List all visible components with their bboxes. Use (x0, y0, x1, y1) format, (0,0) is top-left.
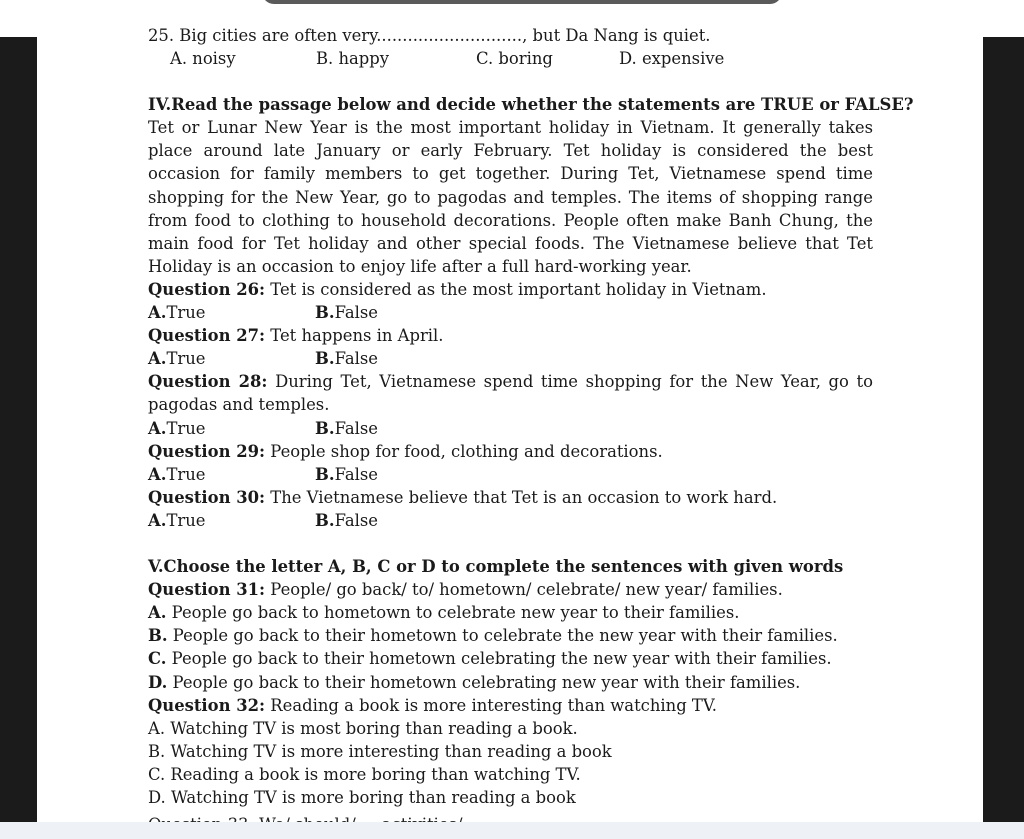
option-b-letter: B. (315, 464, 335, 484)
option-d: D. Watching TV is more boring than reading a book (148, 788, 576, 807)
question-25 (148, 28, 873, 47)
option-a-text: True (166, 418, 206, 438)
option-b-text: False (334, 349, 378, 369)
option-a-text: True (166, 349, 206, 369)
top-toolbar-handle (262, 0, 782, 4)
option-a-letter: A. (148, 349, 167, 369)
question-25-options (148, 47, 873, 70)
option-b-letter: B. (315, 303, 335, 323)
option-a: A. noisy (170, 49, 236, 68)
option-a-text: People go back to hometown to celebrate new year to their families. (166, 603, 740, 623)
option-c-text: People go back to their hometown celebrating the new year with their families. (166, 649, 832, 669)
option-d-letter: D. (148, 672, 168, 692)
left-dark-margin (0, 37, 37, 822)
option-c: C. boring (476, 49, 553, 68)
option-b-text: False (334, 510, 378, 530)
question-text: People/ go back/ to/ hometown/ celebrate/ new year/ families. (265, 580, 783, 600)
option-b-letter: B. (315, 510, 335, 530)
option-a-letter: A. (148, 418, 167, 438)
option-a-text: True (166, 464, 206, 484)
question-label: Question 32: (148, 695, 266, 715)
question-label: Question 29: (148, 441, 266, 461)
option-d: D. expensive (619, 49, 725, 68)
option-b: B. Watching TV is more interesting than reading a book (148, 741, 612, 761)
question-28 (148, 370, 873, 439)
question-text: Tet happens in April. (265, 326, 444, 346)
question-text: Reading a book is more interesting than watching TV. (265, 695, 718, 715)
question-text: The Vietnamese believe that Tet is an occasion to work hard. (265, 487, 778, 507)
question-27 (148, 324, 873, 370)
right-dark-margin (983, 37, 1024, 822)
document-content (148, 28, 914, 809)
question-30 (148, 486, 873, 532)
option-c: C. Reading a book is more boring than watching TV. (148, 764, 581, 784)
question-32 (148, 694, 873, 809)
section-4-heading: IV.Read the passage below and decide whether the statements are TRUE or FALSE? (148, 95, 914, 115)
question-text: Tet is considered as the most important holiday in Vietnam. (265, 279, 767, 299)
question-29 (148, 440, 873, 486)
bottom-viewer-strip (0, 822, 1024, 839)
question-text: People shop for food, clothing and decorations. (265, 441, 663, 461)
option-b-letter: B. (315, 349, 335, 369)
option-a-text: True (166, 303, 206, 323)
option-b-text: People go back to their hometown to celebrate the new year with their families. (167, 626, 838, 646)
question-text: During Tet, Vietnamese spend time shopping for the New Year, go to pagodas and temples. (148, 372, 873, 415)
question-26 (148, 278, 873, 324)
question-label: Question 30: (148, 487, 266, 507)
question-31 (148, 578, 873, 693)
option-a-text: True (166, 510, 206, 530)
section-5-heading: V.Choose the letter A, B, C or D to complete the sentences with given words (148, 557, 844, 577)
option-b-text: False (334, 464, 378, 484)
option-b: B. happy (316, 49, 390, 68)
question-label: Question 27: (148, 326, 266, 346)
option-a-letter: A. (148, 603, 167, 623)
option-d-text: People go back to their hometown celebrating new year with their families. (167, 672, 801, 692)
option-a: A. Watching TV is most boring than reading a book. (148, 718, 578, 738)
question-25-text: 25. Big cities are often very............................, but Da Nang is quiet. (148, 28, 711, 45)
option-b-letter: B. (148, 626, 168, 646)
question-label: Question 26: (148, 279, 266, 299)
option-b-text: False (334, 418, 378, 438)
reading-passage: Tet or Lunar New Year is the most important holiday in Vietnam. It generally takes place around late January or early February. Tet holiday is considered the best occasion for family members to get together. During Tet, Vietnamese spend time shopping for the New Year, go to pagodas and temples. The items of shopping range from food to clothing to household decorations. People often make Banh Chung, the main food for Tet holiday and other special foods. The Vietnamese believe that Tet Holiday is an occasion to enjoy life after a full hard-working year. (148, 118, 873, 276)
option-b-letter: B. (315, 418, 335, 438)
question-label: Question 28: (148, 372, 268, 392)
option-b-text: False (334, 303, 378, 323)
option-a-letter: A. (148, 464, 167, 484)
true-false-questions (148, 278, 873, 532)
option-a-letter: A. (148, 303, 167, 323)
option-a-letter: A. (148, 510, 167, 530)
option-c-letter: C. (148, 649, 167, 669)
question-label: Question 31: (148, 580, 266, 600)
